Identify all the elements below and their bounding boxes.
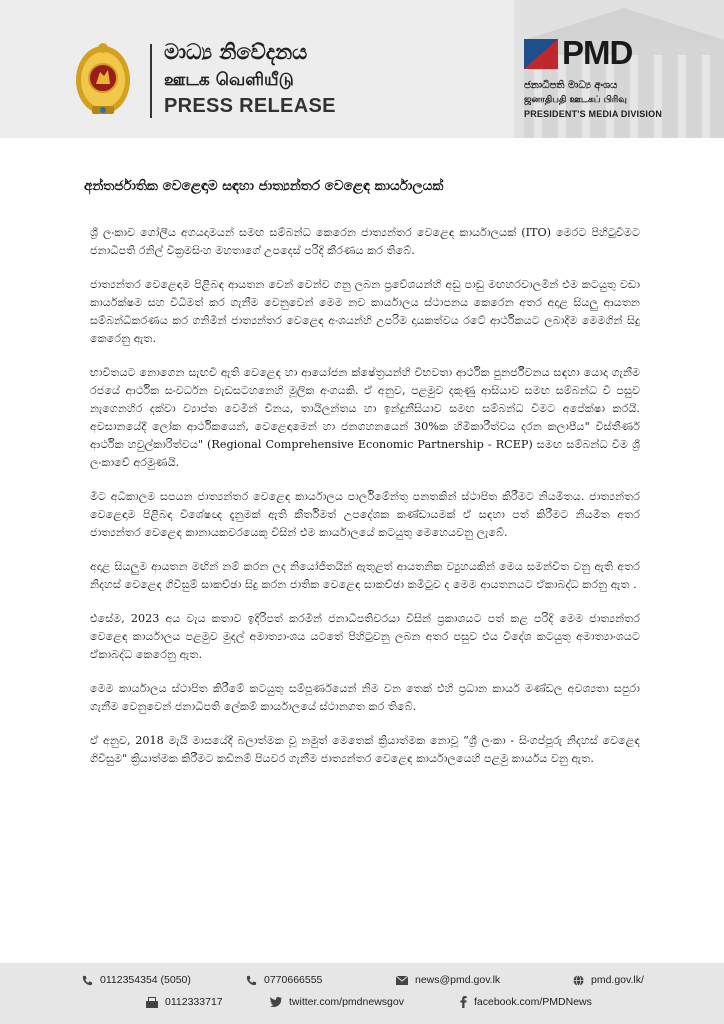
dept-name-tamil: ஜனாதிபதி ஊடகப் பிரிவு — [524, 95, 627, 105]
article-paragraph: එසේම, 2023 අය වැය කතාව ඉදිරිපත් කරමින් ජනාධිපතිවරයා විසින් ප්‍රකාශයට පත් කළ පරිදි මෙම ජාත්‍යන්තර වෙළෙඳ කාර්යාලය පළමුව මුදල් අමාත්‍යාංශය යටතේ පිහිටුවනු ලබන අතර පසුව එය විදේශ කටයුතු අමාත්‍යාංශයට ඒකාබද්ධ කෙරෙනු ඇත. — [90, 612, 640, 661]
footer-fax[interactable] — [146, 996, 223, 1008]
dept-name-sinhala: ජනාධිපති මාධ්‍ය අංශය — [524, 80, 618, 91]
twitter-icon — [270, 997, 282, 1007]
facebook-text: facebook.com/PMDNews — [474, 996, 592, 1008]
footer-mobile[interactable] — [246, 974, 322, 986]
contact-footer — [0, 963, 724, 1024]
fax-text: 0112333717 — [165, 996, 223, 1008]
phone-icon — [82, 975, 93, 986]
globe-icon — [573, 975, 584, 986]
header-divider — [150, 44, 152, 118]
sri-lanka-emblem-icon — [74, 40, 132, 118]
article-paragraph: මෙම කාර්යාලය ස්ථාපිත කිරීමේ කටයුතු සම්පූර්ණයෙන් නිම වන තෙක් එහි ප්‍රධාන කාර්ය මණ්ඩල අවශ්‍යතා සපුරා ගැනීම වෙනුවෙන් ජනාධිපති ලේකම් කාර්යාලයේ ස්ථානගත කර තිබේ. — [90, 682, 640, 713]
pmd-logo-mark-icon — [524, 39, 558, 69]
email-text: news@pmd.gov.lk — [415, 974, 501, 986]
facebook-icon — [460, 996, 467, 1008]
article-paragraph: ඒ අනුව, 2018 මැයි මාසයේදී බලාත්මක වූ නමුත් මෙතෙක් ක්‍රියාත්මක නොවූ “ශ්‍රී ලංකා - සිංගප්පූරු නිදහස් වෙළෙඳ ගිවිසුම" ක්‍රියාත්මක කිරීමට කඩිනම් පියවර ගැනීම ජාත්‍යන්තර වෙළෙඳ කාර්යාලයෙහි පළමු කාර්යය වනු ඇත. — [90, 734, 640, 765]
title-tamil: ஊடக வெளியீடு — [164, 70, 294, 90]
footer-phone[interactable] — [82, 974, 191, 986]
article-paragraph: ජාත්‍යන්තර වෙළෙඳාම පිළිබඳ ආයතන වෙන් වෙන්ව ගනු ලබන ප්‍රවේශයන්හි අඩු පාඩු මඟහරවාලමින් එම කටයුතු වඩා කාර්යක්ෂම සහ විධිමත් කර ගැනීම වෙනුවෙන් මෙම නව කාර්යාලය ස්ථාපනය කෙරෙන අතර අදාළ සියලු ආයතන සම්බන්ධීකරණය කර ගනිමින් ජාත්‍යන්තර වෙළෙඳ අංශයන්හි උපරිම දායකත්වය රටේ ආර්ථිකයට ලබාදීම මෙමගින් සිදු කෙරෙනු ඇත. — [90, 278, 640, 345]
footer-email[interactable] — [396, 974, 500, 986]
dept-name-english: PRESIDENT'S MEDIA DIVISION — [524, 109, 663, 119]
article-paragraph: භාවිතයට නොගෙන සැඟවී ඇති වෙළෙඳ හා ආයෝජන ක්ෂේත්‍රයන්හි විභවතා ආර්ථික පුනර්ජීවනය සඳහා යොදා ගැනීම රජයේ ආර්ථික සංවර්ධන වැඩසටහනෙහි මූලික අංගයකි. ඒ අනුව, පළමුව දකුණු ආසියාව සමඟ සම්බන්ධ වී පසුව නැගෙනහිර දක්වා ව්‍යාප්ත වෙමින් චීනය, තායිලන්තය හා ඉන්දුනීසියාව සමඟ සම්බන්ධ වීමට අපේක්ෂා කරයි. අවසානයේදී ලෝක ආර්ථිකයෙන්, වෙළෙඳාමෙන් හා ජනගහනයෙන් 30%ක හිමිකාරීත්වය දරන කලාපීය" විස්තීර්ණ ආර්ථික හවුල්කාරිත්වය" (Regional Comprehensive Economic Partnership - RCEP) සමඟ සම්බන්ධ වීම ශ්‍රී ලංකාවේ අරමුණයි. — [90, 366, 640, 469]
article-paragraph: මීට අධිකාලම සපයන ජාත්‍යන්තර වෙළෙඳ කාර්යාලය පාර්ලිමේන්තු පනතකින් ස්ථාපිත කිරීමට නියමිතය. ජාත්‍යන්තර වෙළෙඳාම පිළිබඳ විශේෂඥ දැනුමක් ඇති කීර්තිමත් උපදේශක කණ්ඩායමක් ඒ සඳහා පත් කිරීමට නියමිත අතර ජාත්‍යන්තර වෙළෙඳ කානායකවරයෙකු විසින් එම කාර්යාලයේ කටයුතු මෙහෙයවනු ලැබේ. — [90, 490, 640, 539]
footer-twitter[interactable] — [270, 996, 404, 1008]
fax-icon — [146, 997, 158, 1008]
article-headline: අන්තර්ජාතික වෙළෙඳාම සඳහා ජාත්‍යන්තර වෙළෙඳ කාර්යාලයක් — [84, 178, 444, 194]
pmd-logo-text: PMD — [562, 34, 633, 71]
footer-website[interactable] — [573, 974, 644, 986]
pmd-logo — [524, 36, 644, 72]
article-paragraph: අදාළ සියලුම ආයතන මඟින් නම් කරන ලද නියෝජිතයින් ඇතුළත් ආයතනික ව්‍යුහයකින් මෙය සමන්විත වනු ඇති අතර නිදහස් වෙළෙඳ ගිවිසුම් සාකච්ඡා සිදු කරන ජාතික වෙළෙඳ සාකච්ඡා කමිටුව ද මෙම ආයතනයට ඒකාබද්ධ කරනු ඇත . — [90, 560, 640, 591]
mobile-phone-icon — [246, 975, 257, 986]
twitter-text: twitter.com/pmdnewsgov — [289, 996, 404, 1008]
mobile-text: 0770666555 — [264, 974, 323, 986]
email-icon — [396, 976, 408, 985]
phone-text: 0112354354 (5050) — [100, 974, 191, 986]
title-english: PRESS RELEASE — [164, 95, 336, 117]
footer-facebook[interactable] — [460, 996, 592, 1008]
title-sinhala: මාධ්‍ය නිවේදනය — [164, 40, 308, 64]
website-text: pmd.gov.lk/ — [591, 974, 644, 986]
article-body — [90, 224, 640, 784]
press-release-header — [0, 0, 724, 138]
article-paragraph: ශ්‍රී ලංකාව ගෝලීය අගයදාමයන් සමඟ සම්බන්ධ කෙරෙන ජාත්‍යන්තර වෙළෙඳ කාර්යාලයක් (ITO) මෙරට පිහිටුවීමට ජනාධිපති රනිල් වික්‍රමසිංහ මහතාගේ උපදෙස් පරිදි කීරණය කර තිබේ. — [90, 226, 640, 257]
